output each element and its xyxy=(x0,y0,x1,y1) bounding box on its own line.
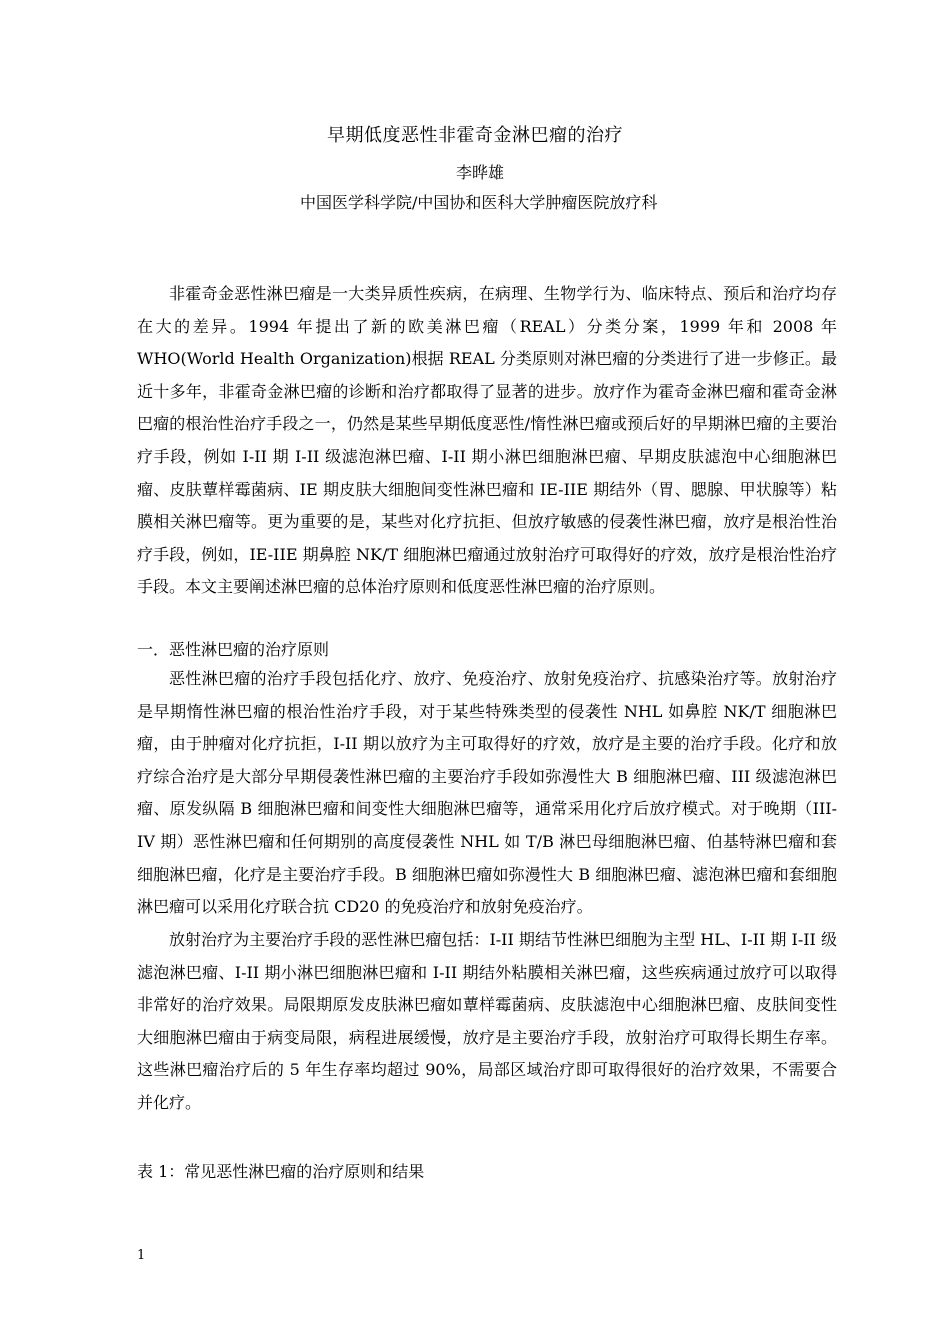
section-heading: 一．恶性淋巴瘤的治疗原则 xyxy=(137,640,330,659)
treatment-paragraph: 恶性淋巴瘤的治疗手段包括化疗、放疗、免疫治疗、放射免疫治疗、抗感染治疗等。放射治疗是早期惰性淋巴瘤的根治性治疗手段，对于某些特殊类型的侵袭性 NHL 如鼻腔 NK/T 细胞淋巴瘤，由于肿瘤对化疗抗拒，I-II 期以放疗为主可取得好的疗效，放疗是主要的治疗手段。化疗和放疗综合治疗是大部分早期侵袭性淋巴瘤的主要治疗手段如弥漫性大 B 细胞淋巴瘤、III 级滤泡淋巴瘤、原发纵隔 B 细胞淋巴瘤和间变性大细胞淋巴瘤等，通常采用化疗后放疗模式。对于晚期（III-IV 期）恶性淋巴瘤和任何期别的高度侵袭性 NHL 如 T/B 淋巴母细胞淋巴瘤、伯基特淋巴瘤和套细胞淋巴瘤，化疗是主要治疗手段。B 细胞淋巴瘤如弥漫性大 B 细胞淋巴瘤、滤泡淋巴瘤和套细胞淋巴瘤可以采用化疗联合抗 CD20 的免疫治疗和放射免疫治疗。 xyxy=(137,669,837,917)
author-name: 李晔雄 xyxy=(455,163,504,182)
document-title: 早期低度恶性非霍奇金淋巴瘤的治疗 xyxy=(327,125,623,146)
radiotherapy-paragraph: 放射治疗为主要治疗手段的恶性淋巴瘤包括：I-II 期结节性淋巴细胞为主型 HL、I-II 期 I-II 级滤泡淋巴瘤、I-II 期小淋巴细胞淋巴瘤和 I-II 期结外粘膜相关淋巴瘤，这些疾病通过放疗可以取得非常好的治疗效果。局限期原发皮肤淋巴瘤如蕈样霉菌病、皮肤滤泡中心细胞淋巴瘤、皮肤间变性大细胞淋巴瘤由于病变局限，病程进展缓慢，放疗是主要治疗手段，放射治疗可取得长期生存率。这些淋巴瘤治疗后的 5 年生存率均超过 90%，局部区域治疗即可取得很好的治疗效果，不需要合并化疗。 xyxy=(137,930,837,1112)
table-caption: 表 1：常见恶性淋巴瘤的治疗原则和结果 xyxy=(137,1162,425,1181)
intro-paragraph: 非霍奇金恶性淋巴瘤是一大类异质性疾病，在病理、生物学行为、临床特点、预后和治疗均存在大的差异。1994 年提出了新的欧美淋巴瘤（REAL）分类分案，1999 年和 2008 年 WHO(World Health Organization)根据 REAL 分类原则对淋巴瘤的分类进行了进一步修正。最近十多年，非霍奇金淋巴瘤的诊断和治疗都取得了显著的进步。放疗作为霍奇金淋巴瘤和霍奇金淋巴瘤的根治性治疗手段之一，仍然是某些早期低度恶性/惰性淋巴瘤或预后好的早期淋巴瘤的主要治疗手段，例如 I-II 期 I-II 级滤泡淋巴瘤、I-II 期小淋巴细胞淋巴瘤、早期皮肤滤泡中心细胞淋巴瘤、皮肤蕈样霉菌病、IE 期皮肤大细胞间变性淋巴瘤和 IE-IIE 期结外（胃、腮腺、甲状腺等）粘膜相关淋巴瘤等。更为重要的是，某些对化疗抗拒、但放疗敏感的侵袭性淋巴瘤，放疗是根治性治疗手段，例如，IE-IIE 期鼻腔 NK/T 细胞淋巴瘤通过放射治疗可取得好的疗效，放疗是根治性治疗手段。本文主要阐述淋巴瘤的总体治疗原则和低度恶性淋巴瘤的治疗原则。 xyxy=(137,284,837,597)
page-number: 1 xyxy=(137,1248,146,1263)
author-affiliation: 中国医学科学院/中国协和医科大学肿瘤医院放疗科 xyxy=(300,193,658,212)
